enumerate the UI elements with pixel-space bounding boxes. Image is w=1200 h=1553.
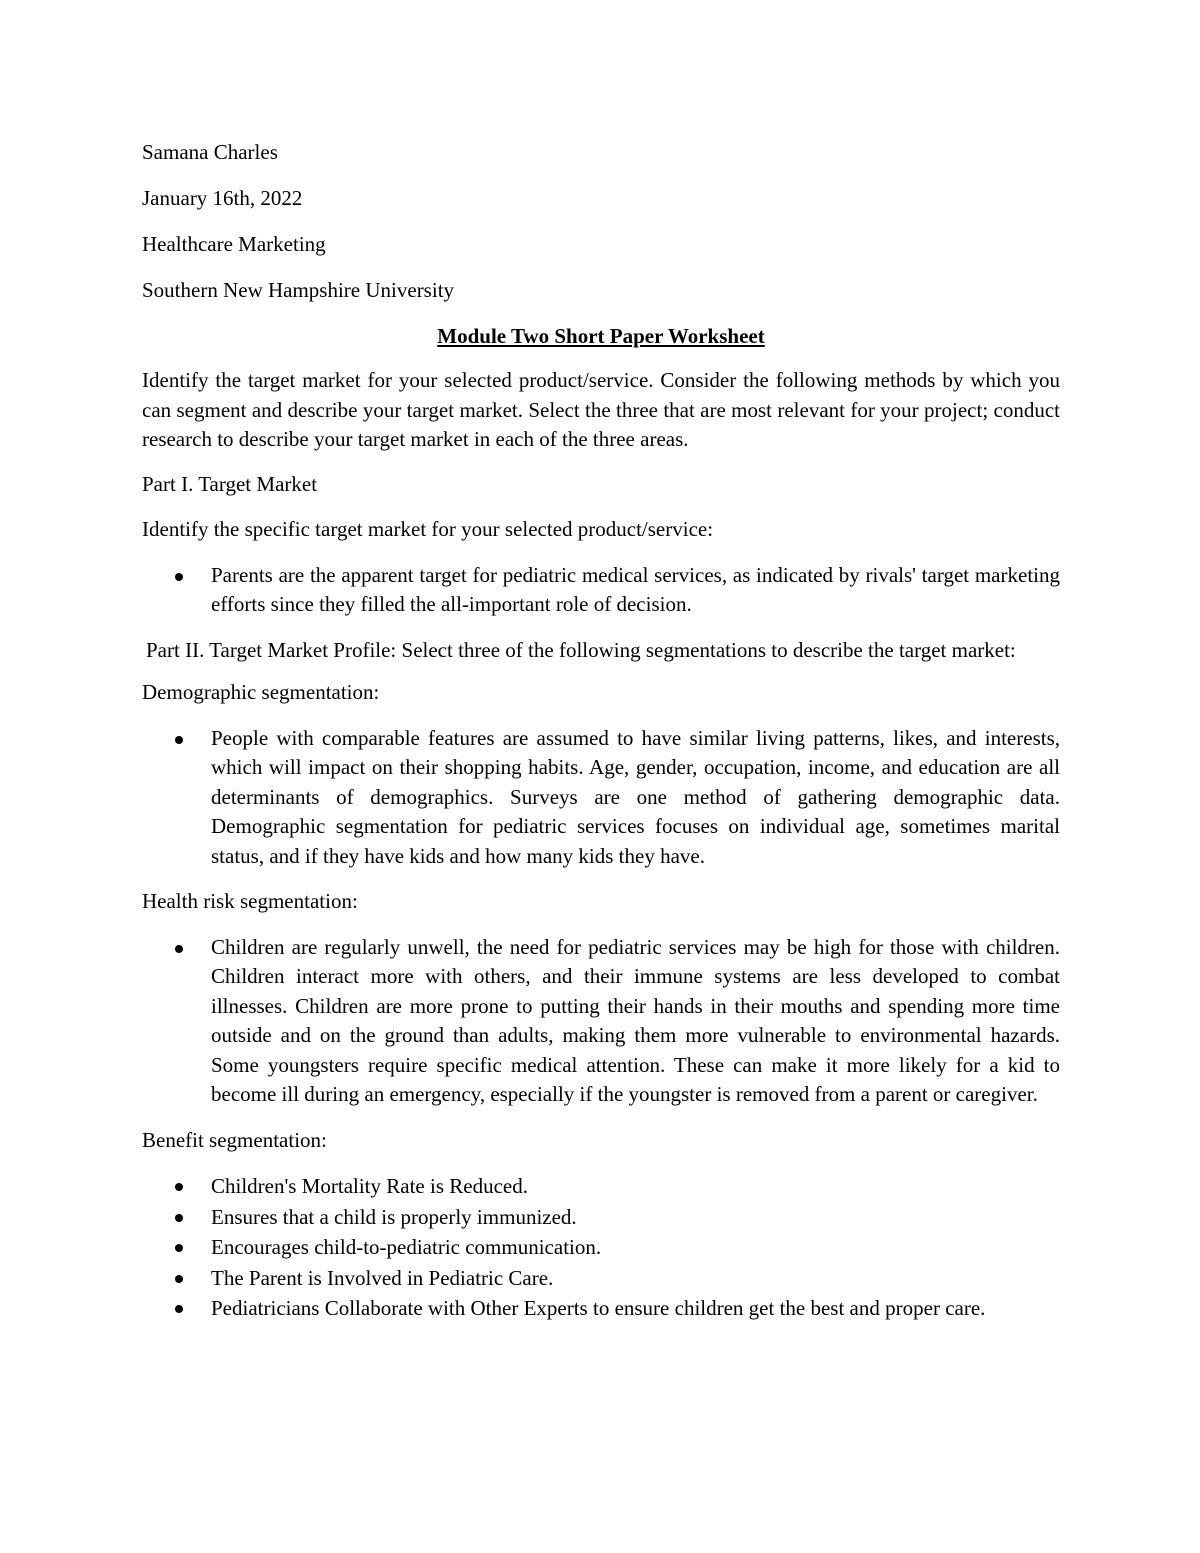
demographic-bullet-list <box>142 724 1060 872</box>
list-item <box>142 1171 1060 1202</box>
health-risk-segmentation-label: Health risk segmentation: <box>142 889 358 913</box>
bullet-icon <box>175 1275 183 1283</box>
list-item <box>142 933 1060 1110</box>
bullet-icon <box>175 945 183 953</box>
benefit-bullet-list <box>142 1171 1060 1324</box>
bullet-icon <box>175 573 183 581</box>
bullet-icon <box>175 1183 183 1191</box>
institution-name: Southern New Hampshire University <box>142 278 455 302</box>
bullet-icon <box>175 736 183 744</box>
course-name: Healthcare Marketing <box>142 232 326 256</box>
list-item <box>142 724 1060 872</box>
list-item-text: The Parent is Involved in Pediatric Care. <box>211 1265 554 1290</box>
list-item <box>142 1202 1060 1233</box>
bullet-icon <box>175 1305 183 1313</box>
document-date: January 16th, 2022 <box>142 186 303 210</box>
bullet-icon <box>175 1244 183 1252</box>
list-item-text: Children are regularly unwell, the need for pediatric services may be high for those with children. Children interact more with others, and their immune systems are less developed to combat illnesses. Children are more prone to putting their hands in their mouths and spending more time outside and on the ground than adults, making them more vulnerable to environmental hazards. Some youngsters require specific medical attention. These can make it more likely for a kid to become ill during an emergency, especially if the youngster is removed from a parent or caregiver. <box>211 934 1060 1106</box>
document-title: Module Two Short Paper Worksheet <box>437 324 765 348</box>
list-item-text: Pediatricians Collaborate with Other Experts to ensure children get the best and proper care. <box>211 1296 986 1320</box>
part1-heading: Part I. Target Market <box>142 471 318 496</box>
list-item-text: Children's Mortality Rate is Reduced. <box>211 1174 528 1198</box>
list-item-text: Parents are the apparent target for pediatric medical services, as indicated by rivals' target marketing efforts since they filled the all-important role of decision. <box>211 562 1060 616</box>
list-item-text: Encourages child-to-pediatric communication. <box>211 1235 602 1259</box>
list-item <box>142 1293 1060 1324</box>
list-item <box>142 561 1060 620</box>
document-body <box>142 140 1060 1340</box>
demographic-segmentation-label: Demographic segmentation: <box>142 680 380 704</box>
benefit-segmentation-label: Benefit segmentation: <box>142 1127 327 1152</box>
part2-heading: Part II. Target Market Profile: Select three of the following segmentations to describe the target market: <box>146 637 1016 662</box>
list-item <box>142 1263 1060 1294</box>
health-risk-bullet-list <box>142 933 1060 1110</box>
intro-paragraph: Identify the target market for your selected product/service. Consider the following methods by which you can segment and describe your target market. Select the three that are most relevant for your project; conduct research to describe your target market in each of the three areas. <box>142 368 1060 451</box>
part1-bullet-list <box>142 561 1060 620</box>
list-item-text: People with comparable features are assumed to have similar living patterns, likes, and interests, which will impact on their shopping habits. Age, gender, occupation, income, and education are all determinants of demographics. Surveys are one method of gathering demographic data. Demographic segmentation for pediatric services focuses on individual age, sometimes marital status, and if they have kids and how many kids they have. <box>211 725 1060 868</box>
author-name: Samana Charles <box>142 140 278 164</box>
bullet-icon <box>175 1214 183 1222</box>
list-item-text: Ensures that a child is properly immunized. <box>211 1204 577 1229</box>
part1-prompt: Identify the specific target market for your selected product/service: <box>142 517 714 541</box>
list-item <box>142 1232 1060 1263</box>
